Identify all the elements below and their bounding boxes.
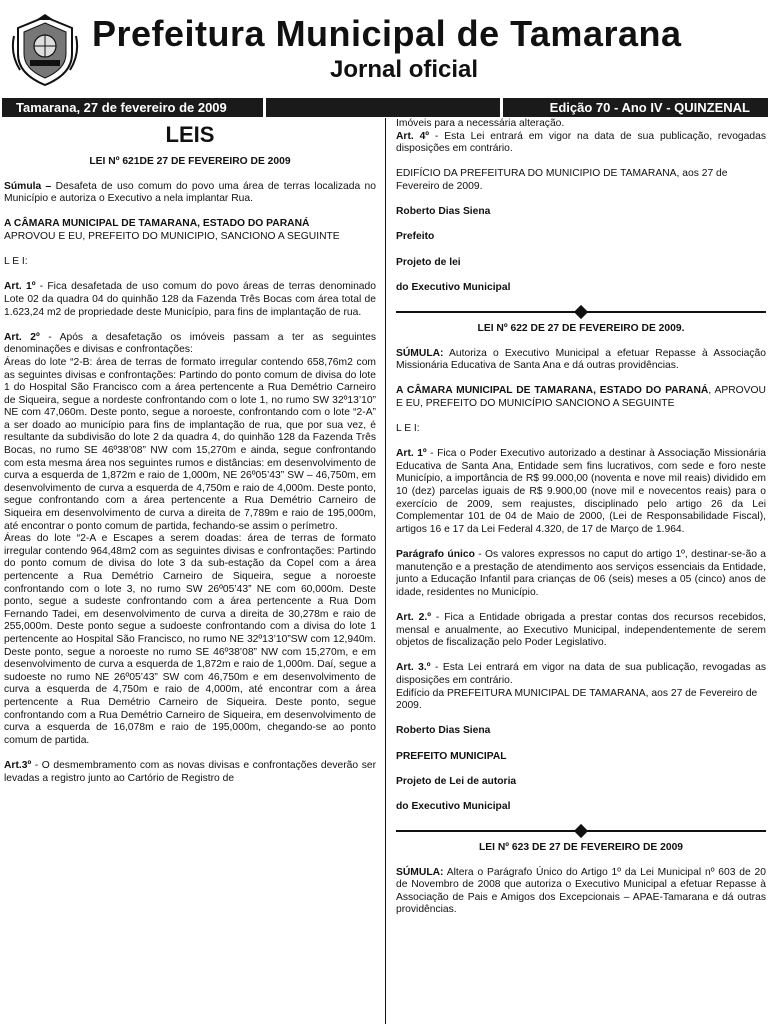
law-title: LEI Nº 622 DE 27 DE FEVEREIRO DE 2009.: [477, 322, 685, 334]
sumula-label: SÚMULA:: [396, 347, 444, 359]
edificio-date: EDIFÍCIO DA PREFEITURA DO MUNICIPIO DE TAMARANA, aos 27 de Fevereiro de 2009.: [396, 168, 728, 192]
signature-role: PREFEITO MUNICIPAL: [396, 750, 507, 762]
article-3: [396, 662, 766, 687]
article-1: [4, 281, 376, 319]
article-label: Art. 2.º: [396, 611, 431, 623]
masthead: [0, 0, 770, 100]
right-column: [396, 118, 766, 1024]
article-text: - Esta Lei entrará em vigor na data de sua publicação, revogadas disposições em contrário.: [396, 130, 766, 155]
article-text: - Fica o Poder Executivo autorizado a destinar à Associação Missionária Educativa de Santa Ana, Entidade sem fins lucrativos, com sede e foro neste Município, a importância de R$ 99.000,00 (noventa e nove mil reais) dividido em 10 (dez) parcelas iguais de R$ 9.900,00 (nove mil e novecentos reais) para o exercício de 2009, sem reajustes, disciplinado pelo artigo 26 da Lei Complementar 101 de 04 de Maio de 2000, (Lei de Responsabilidade Fiscal), artigos 16 e 17 da Lei Federal 4.320, de 17 de Março de 1.964.: [396, 448, 766, 535]
project-line: Projeto de Lei de autoria: [396, 775, 517, 787]
article-text: - Fica a Entidade obrigada a prestar contas dos recursos recebidos, mensal e anualmente, ao Executivo Municipal, independentemente de serem objetos de fiscalização pelo Poder Legislativo.: [396, 611, 766, 649]
law-title: LEI Nº 623 DE 27 DE FEVEREIRO DE 2009: [478, 842, 684, 854]
article-text: - O desmembramento com as novas divisas e confrontações deverão ser levadas a registro junto ao Cartório de Registro de: [4, 759, 376, 784]
column-divider: [385, 118, 386, 1024]
article-label: Art. 2º: [4, 331, 40, 343]
article-text: - Esta Lei entrará em vigor na data de sua publicação, revogadas as disposições em contrário.: [396, 662, 766, 686]
left-column: [4, 118, 376, 1024]
project-line: Projeto de lei: [396, 256, 461, 268]
article-label: Art. 4º: [396, 130, 430, 142]
sumula-text: Altera o Parágrafo Único do Artigo 1º da Lei Municipal nº 603 de 20 de Novembro de 2008 que autoriza o Executivo Municipal a efetuar Repasse à Associação de Pais e Amigos dos Excepcionais – APAE-Tamarana e dá outras providências.: [396, 866, 766, 916]
edition-info: Edição 70 - Ano IV - QUINZENAL: [549, 100, 750, 115]
lei-label: L E I:: [4, 256, 28, 268]
article-label: Art. 3.º: [396, 662, 431, 674]
sumula-label: Súmula –: [4, 180, 52, 192]
newspaper-title: Prefeitura Municipal de Tamarana: [92, 13, 682, 54]
newspaper-subtitle: Jornal oficial: [330, 56, 479, 83]
header-bar-gap: [500, 98, 503, 117]
municipal-crest-icon: [10, 14, 80, 88]
camara-text: , APROVOU E EU, PREFEITO DO MUNICÍPIO SANCIONO A SEGUINTE: [396, 385, 766, 409]
signature-name: Roberto Dias Siena: [396, 725, 491, 737]
continued-text: Imóveis para a necessária alteração.: [396, 118, 565, 129]
article-label: Art. 1º: [4, 281, 36, 293]
article-2: [396, 612, 766, 650]
camara-label: A CÂMARA MUNICIPAL DE TAMARANA, ESTADO DO PARANÁ: [396, 385, 709, 397]
article-2: [4, 332, 376, 357]
project-line: do Executivo Municipal: [396, 281, 511, 293]
section-heading: LEIS: [165, 122, 215, 147]
project-line: do Executivo Municipal: [396, 800, 511, 812]
edificio-date: Edifício da PREFEITURA MUNICIPAL DE TAMARANA, aos 27 de Fevereiro de 2009.: [396, 687, 758, 712]
sumula-paragraph: [396, 867, 766, 917]
article-3: [4, 760, 376, 785]
issue-date: Tamarana, 27 de fevereiro de 2009: [16, 100, 227, 115]
sumula-text: Desafeta de uso comum do povo uma área de terras localizada no Município e autoriza o Executivo a nela implantar Rua.: [4, 180, 376, 205]
sumula-paragraph: [396, 348, 766, 373]
camara-text: APROVOU E EU, PREFEITO DO MUNICIPIO, SANCIONO A SEGUINTE: [4, 230, 340, 242]
paragrafo-unico: [396, 549, 766, 599]
article-label: Art.3º: [4, 759, 32, 771]
header-bar-gap: [263, 98, 266, 117]
article-label: Art. 1º: [396, 448, 427, 460]
camara-paragraph: [4, 218, 376, 243]
section-rule: [396, 826, 766, 836]
sumula-paragraph: [4, 181, 376, 206]
article-2-lot-2b: Áreas do lote “2-B: área de terras de formato irregular contendo 658,76m2 com as seguintes divisas e confrontações: Partindo do ponto comum de divisa do lote 1 do Hospital São Francisco com a área pertencente a Rua Demétrio Carneiro de Siqueira, segue a nordeste confrontando com o lote 1, no rumo SW 32º13’10” NE com 47,060m. Deste ponto, segue a noroeste, confrontando com o lote “2-A” a ser doado ao município para fins de implantação de rua, que por sua vez, é resultante da subdivisão do lote 2 da quadra 4, do quinhão 128 da Fazenda Três Bocas, no rumo SE 46º38’08” NW com 15,270m e ainda, segue confrontando com esta mesma área nos seguintes rumos e distâncias: em desenvolvimento de curva a esquerda de 1,872m e raio de 1,000m, NE 26º05’43” SW – 46,750m, em desenvolvimento de curva a esquerda de 4,750m e raio de 4,000m. Deste ponto, segue confrontando com a área pertencente a Rua Demétrio Carneiro de Siqueira em desenvolvimento de curva a direita de 7,789m e raio de 195,000m, até encontrar o ponto comum de partida, fechando-se assim o perímetro.: [4, 356, 376, 532]
signature-role: Prefeito: [396, 231, 435, 243]
article-text: - Após a desafetação os imóveis passam a ter as seguintes denominações e divisas e confrontações:: [4, 331, 376, 356]
section-rule: [396, 307, 766, 317]
paragrafo-label: Parágrafo único: [396, 549, 475, 560]
sumula-label: SÚMULA:: [396, 866, 444, 878]
camara-label: A CÂMARA MUNICIPAL DE TAMARANA, ESTADO DO PARANÁ: [4, 218, 310, 230]
article-2-lot-2a: Áreas do lote “2-A e Escapes a serem doadas: área de terras de formato irregular contendo 964,48m2 com as seguintes divisas e confrontações: Partindo do ponto comum de divisa do lote 3 da sub-estação da Copel com a área pertencente a Rua Demétrio Carneiro de Siqueira, segue a noroeste confrontando com o lote 3, no rumo SW 26º05’43” NE com 60,000m. Deste ponto, segue a sudeste confrontando com a área pertencente a Rua Dom Fernando Tadei, em desenvolvimento de curva a direita de 30,278m e raio de 255,000m. Deste ponto segue a sudoeste confrontando com a divisa do lote 1 pertencente ao Hospital São Francisco, no rumo NE 32º13’10”SW com 12,940m. Deste ponto, segue a noroeste no rumo SE 46º38’08” NW com 15,270m, e em desenvolvimento de curva a esquerda de 1,872m e raio de 1,000m. Daí, segue a sudoeste no rumo NE 26º05’43” SW com 46,750m e em desenvolvimento de curva a esquerda de 4,750m e raio de 4,000m, até encontrar com a área pertencente a Rua Demétrio Carneiro de Siqueira. Deste ponto, segue confrontando com a Rua Demétrio Carneiro de Siqueira, em desenvolvimento de curva a esquerda de 16,078m e raio de 195,000m, chegando-se ao ponto comum de partida.: [4, 533, 376, 746]
lei-label: L E I:: [396, 423, 420, 435]
paragrafo-text: - Os valores expressos no caput do artigo 1º, destinar-se-ão a manutenção e a prestação de atendimento aos serviços essenciais da Entidade, junto a Educação Infantil para crianças de 06 (seis) meses a 05 (cinco) anos de idade, residentes no Município.: [396, 549, 766, 598]
article-1: [396, 448, 766, 536]
sumula-text: Autoriza o Executivo Municipal a efetuar Repasse à Associação Missionária Educativa de Santa Ana e dá outras providências.: [396, 347, 766, 372]
law-title: LEI Nº 621DE 27 DE FEVEREIRO DE 2009: [89, 156, 291, 167]
article-4: [396, 131, 766, 156]
camara-paragraph: [396, 385, 766, 410]
article-text: - Fica desafetada de uso comum do povo áreas de terras denominado Lote 02 da quadra 04 do quinhão 128 da Fazenda Três Bocas com área total de 1.623,24 m2 de propriedade deste Município, para fins de implantação de rua.: [4, 281, 376, 318]
signature-name: Roberto Dias Siena: [396, 206, 491, 218]
